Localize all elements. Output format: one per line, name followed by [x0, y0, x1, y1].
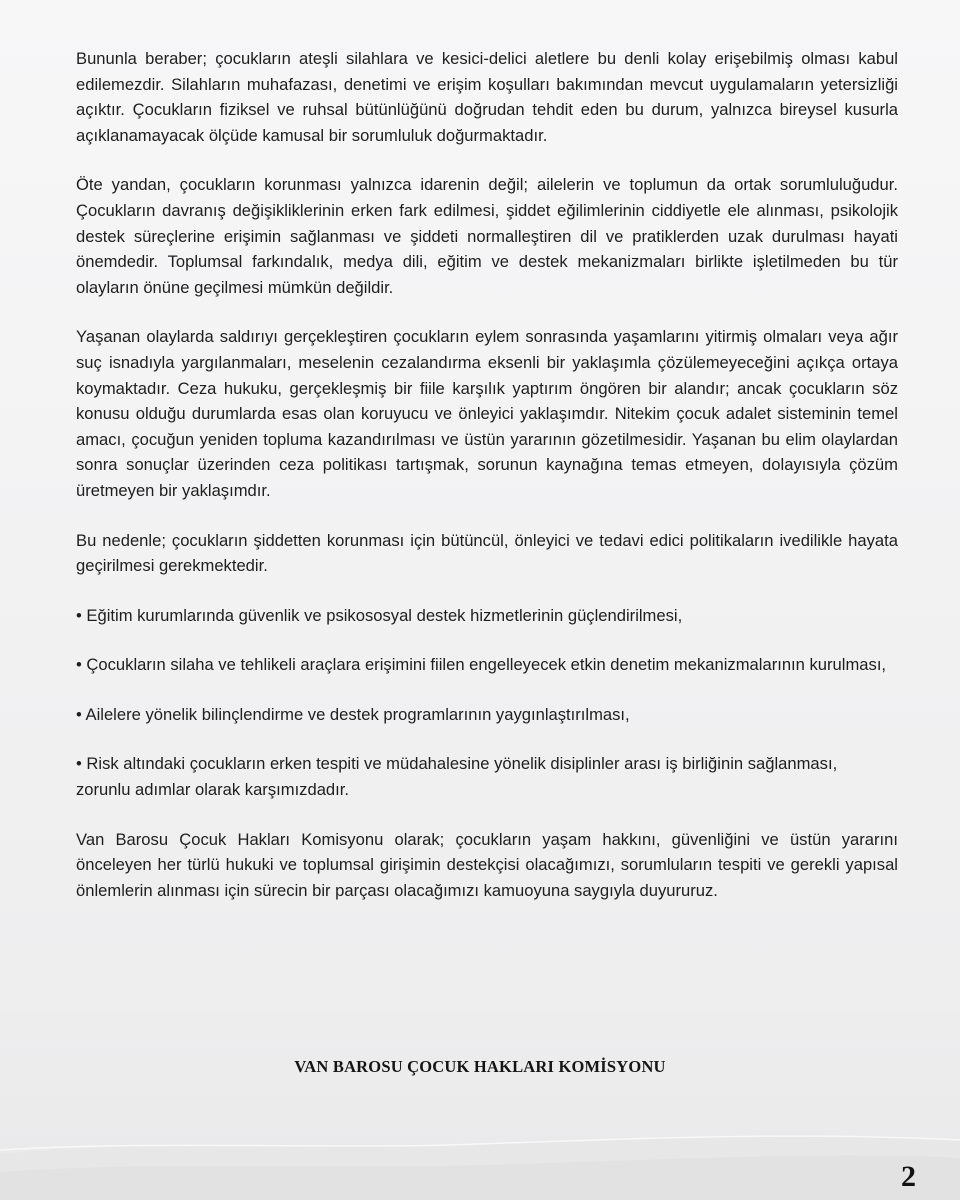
page-number: 2 [901, 1160, 916, 1193]
bullet-item-1: • Eğitim kurumlarında güvenlik ve psikososyal destek hizmetlerinin güçlendirilmesi, [76, 605, 683, 625]
paragraph-4: Bu nedenle; çocukların şiddetten korunması için bütüncül, önleyici ve tedavi edici politikaların ivedilikle hayata geçirilmesi gerekmektedir. [76, 530, 898, 576]
paragraph-2: Öte yandan, çocukların korunması yalnızca idarenin değil; ailelerin ve toplumun da ortak sorumluluğudur. Çocukların davranış değişikliklerinin erken fark edilmesi, şiddet eğilimlerinin ciddiyetle ele alınması, psikolojik destek süreçlerine erişimin sağlanması ve şiddeti normalleştiren dil ve pratiklerden uzak durulması hayati önemdedir. Toplumsal farkındalık, medya dili, eğitim ve destek mekanizmaları birlikte işletilmeden bu tür olayların önüne geçilmesi mümkün değildir. [76, 175, 898, 297]
bullet-item-2: • Çocukların silaha ve tehlikeli araçlara erişimini fiilen engelleyecek etkin denetim mekanizmalarının kurulması, [76, 655, 887, 675]
wave-decoration [0, 1120, 960, 1200]
bullet-item-3: • Ailelere yönelik bilinçlendirme ve destek programlarının yaygınlaştırılması, [76, 704, 630, 724]
final-paragraph: Van Barosu Çocuk Hakları Komisyonu olarak; çocukların yaşam hakkını, güvenliğini ve üstün yararını önceleyen her türlü hukuki ve toplumsal girişimin destekçisi olacağımızı, sorumluların tespiti ve gerekli yapısal önlemlerin alınması için sürecin bir parçası olacağımızı kamuoyuna saygıyla duyururuz. [76, 829, 898, 900]
paragraph-1: Bununla beraber; çocukların ateşli silahlara ve kesici-delici aletlere bu denli kolay erişebilmiş olması kabul edilemezdir. Silahların muhafazası, denetimi ve erişim koşulları bakımından mevcut uygulamaların yetersizliği açıktır. Çocukların fiziksel ve ruhsal bütünlüğünü doğrudan tehdit eden bu durum, yalnızca bireysel kusurla açıklanamayacak ölçüde kamusal bir sorumluluk doğurmaktadır. [76, 49, 898, 145]
signature: VAN BAROSU ÇOCUK HAKLARI KOMİSYONU [294, 1057, 666, 1076]
bullet-item-4: • Risk altındaki çocukların erken tespiti ve müdahalesine yönelik disiplinler arası iş birliğinin sağlanması, [76, 754, 838, 774]
paragraph-3: Yaşanan olaylarda saldırıyı gerçekleştiren çocukların eylem sonrasında yaşamlarını yitirmiş olmaları veya ağır suç isnadıyla yargılanmaları, meselenin cezalandırma eksenli bir yaklaşımla çözülemeyeceğini açıkça ortaya koymaktadır. Ceza hukuku, gerçekleşmiş bir fiile karşılık yaptırım öngören bir alandır; ancak çocukların söz konusu olduğu durumlarda esas olan koruyucu ve önleyici yaklaşımdır. Nitekim çocuk adalet sisteminin temel amacı, çocuğun yeniden topluma kazandırılması ve üstün yararının gözetilmesidir. Yaşanan bu elim olaylardan sonra sonuçlar üzerinden ceza politikası tartışmak, sorunun kaynağına temas etmeyen, dolayısıyla çözüm üretmeyen bir yaklaşımdır. [76, 327, 898, 500]
document-body [76, 46, 898, 903]
bullet-item-4-group [76, 751, 898, 802]
closing-line: zorunlu adımlar olarak karşımızdadır. [76, 780, 349, 800]
